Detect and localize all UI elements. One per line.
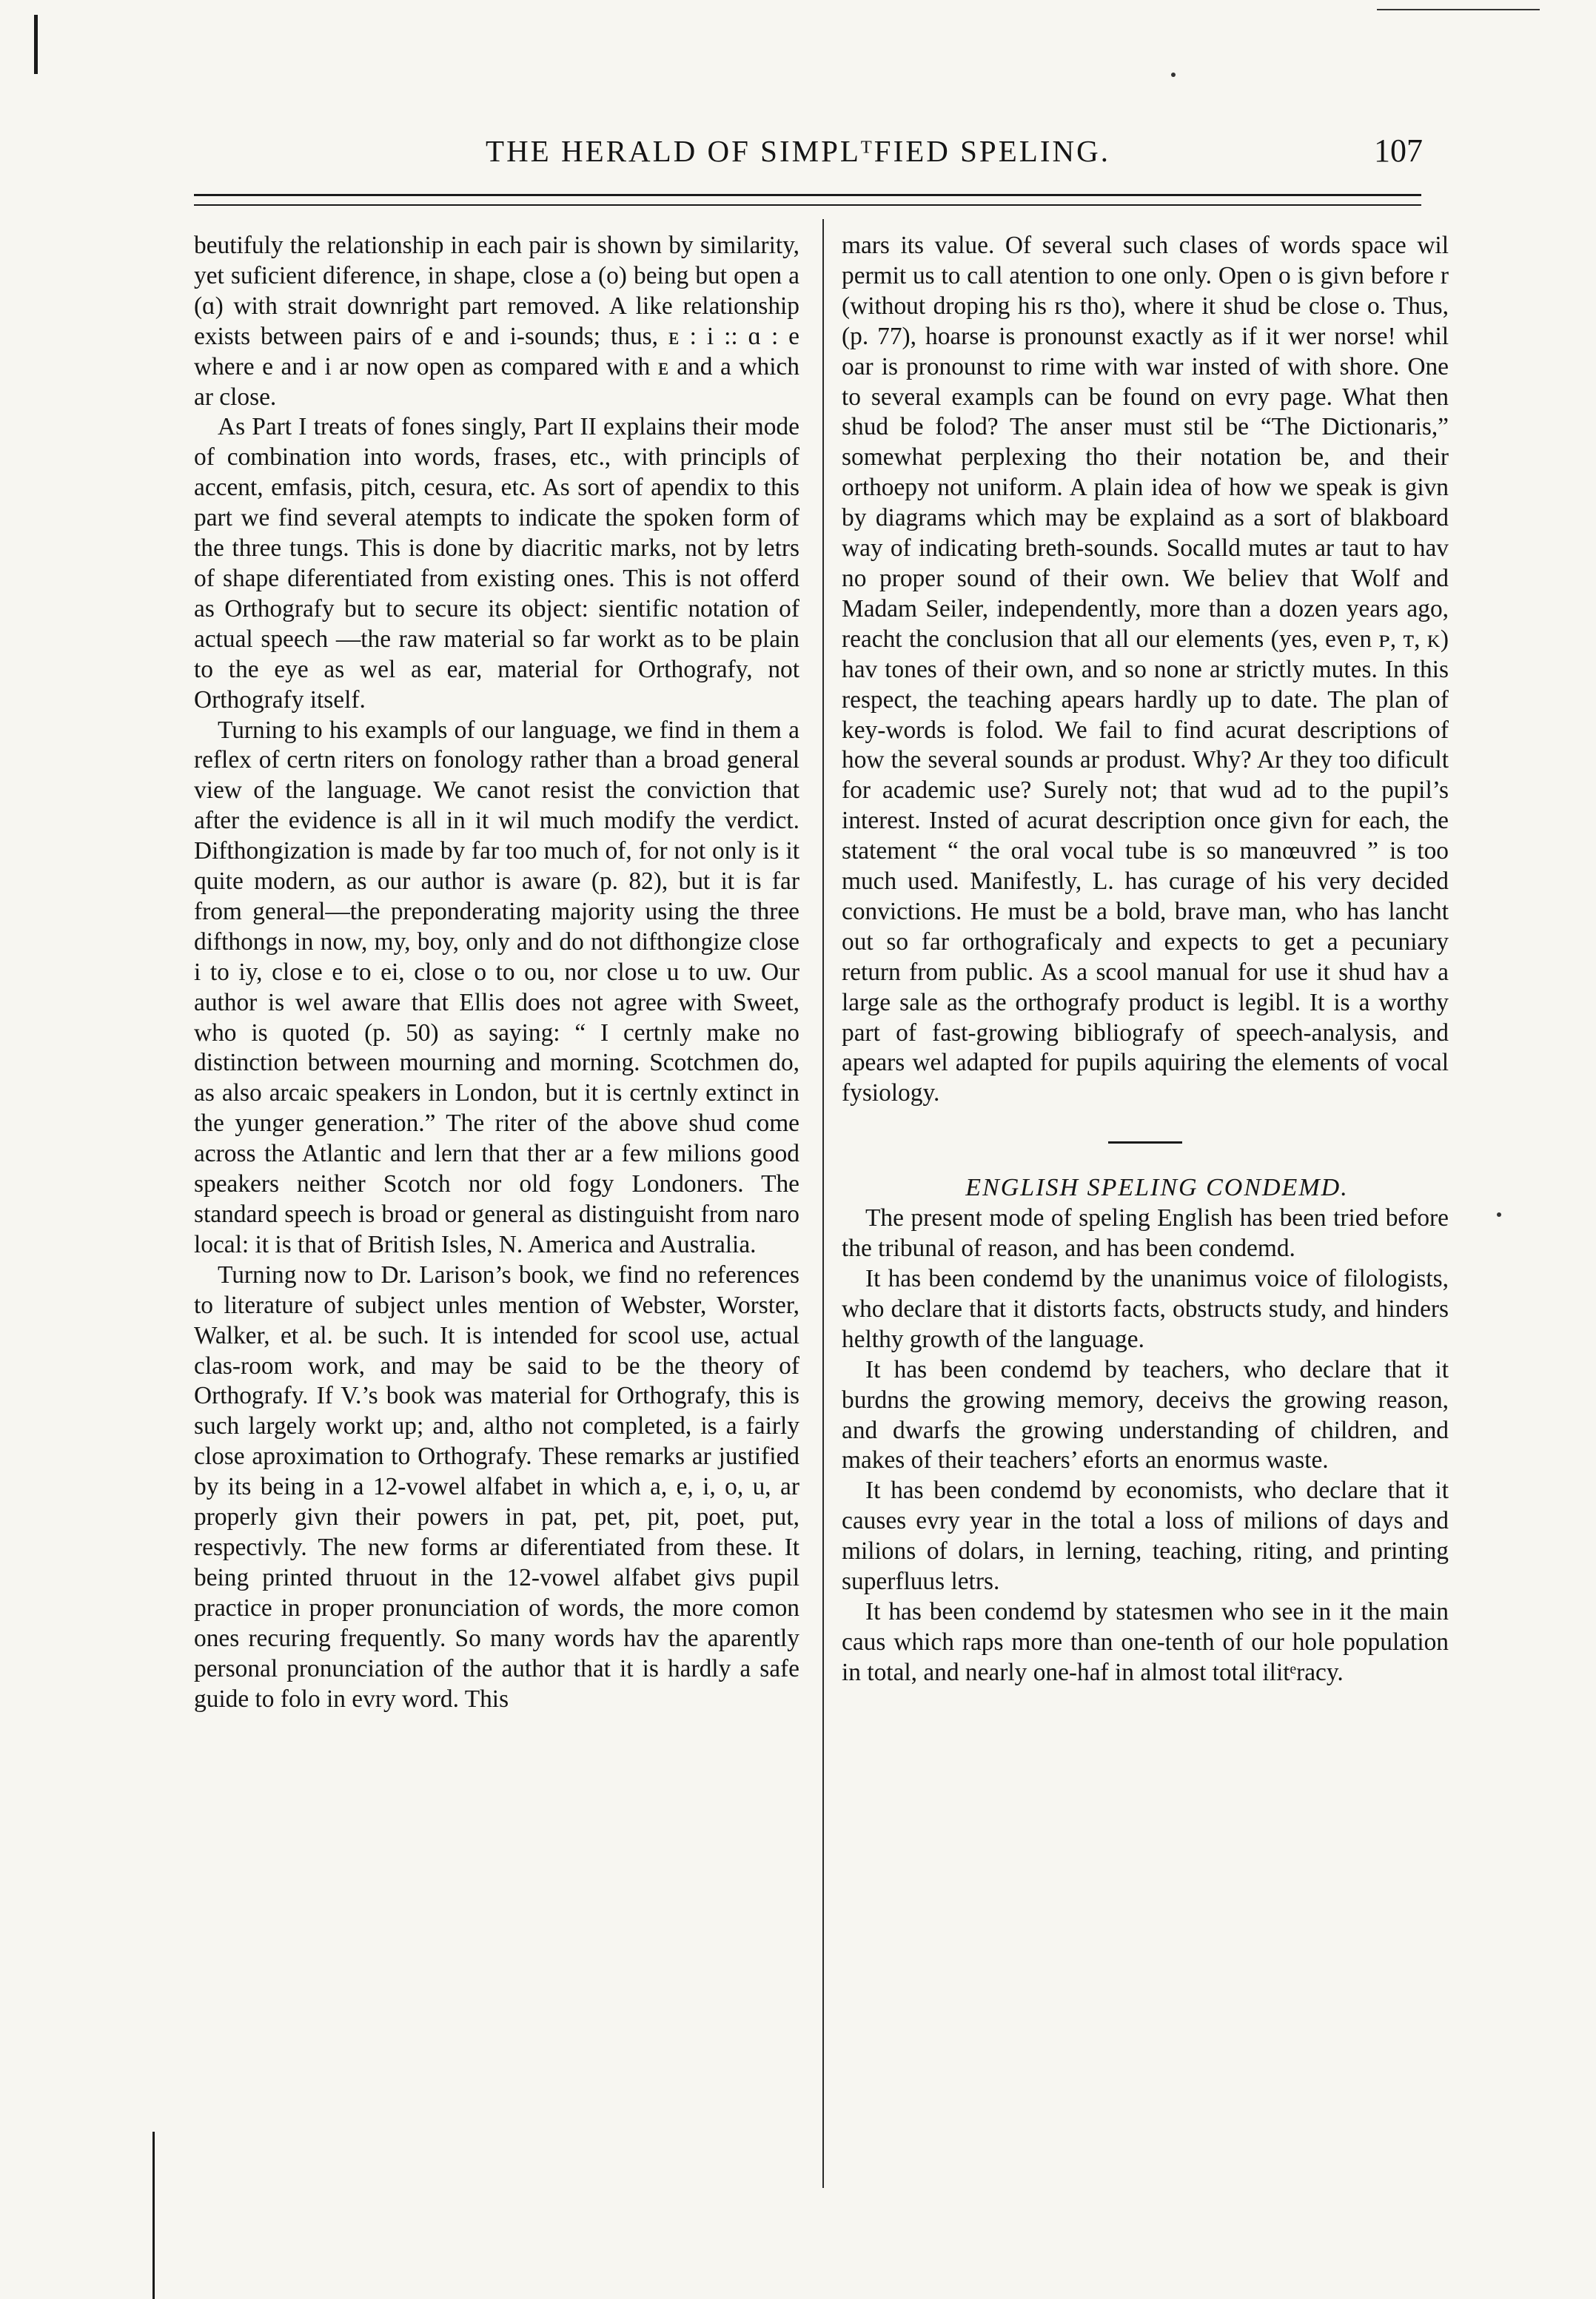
- header-rule: [194, 194, 1421, 196]
- section-heading: ENGLISH SPELING CONDEMD.: [965, 1174, 1349, 1202]
- paragraph: It has been condemd by statesmen who see in it the main caus which raps more than one-tenth of our hole population in total, and nearly one-haf in almost total ilitᵉracy.: [842, 1597, 1449, 1686]
- running-header-title: THE HERALD OF SIMPLᵀFIED SPELING.: [486, 134, 1110, 168]
- column-divider: [822, 219, 824, 2188]
- paragraph: As Part I treats of fones singly, Part II explains their mode of combination into words, frases, etc., with principls of accent, emfasis, pitch, cesura, etc. As sort of apendix to this part we find several atempts to indicate the spoken form of the three tungs. This is done by diacritic marks, not by letrs of shape diferentiated from existing ones. This is not offerd as Orthografy but to secure its object: sientific notation of actual speech —the raw material so far workt as to be plain to the eye as wel as ear, material for Orthografy, not Orthografy itself.: [194, 413, 799, 714]
- right-column: [842, 231, 1449, 1688]
- top-edge-rule: [1377, 9, 1540, 10]
- section-divider: [1108, 1141, 1182, 1144]
- binding-mark: [34, 15, 38, 74]
- header-rule: [194, 204, 1421, 206]
- paragraph: Turning to his exampls of our language, we find in them a reflex of certn riters on fonology rather than a broad general view of the language. We canot resist the conviction that after the evidence is all in it wil much modify the verdict. Difthongization is made by far too much of, for not only is it quite modern, as our author is aware (p. 82), but it is far from general—the preponderating majority using the three difthongs in now, my, boy, only and do not difthongize close i to iy, close e to ei, close o to ou, nor close u to uw. Our author is wel aware that Ellis does not agree with Sweet, who is quoted (p. 50) as saying: “ I certnly make no distinction between mourning and morning. Scotchmen do, as also arcaic speakers in London, but it is certnly extinct in the yunger generation.” The riter of the above shud come across the Atlantic and lern that ther ar a few milions good speakers neither Scotch nor old fogy Londoners. The standard speech is broad or general as distinguisht from naro local: it is that of British Isles, N. America and Australia.: [194, 716, 799, 1258]
- binding-mark: [152, 2132, 155, 2299]
- paragraph: The present mode of speling English has been tried before the tribunal of reason, and has been condemd.: [842, 1204, 1449, 1263]
- paragraph: It has been condemd by the unanimus voice of filologists, who declare that it distorts facts, obstructs study, and hinders helthy growth of the language.: [842, 1265, 1449, 1353]
- paragraph: It has been condemd by teachers, who declare that it burdns the growing memory, deceivs the growing reason, and dwarfs the growing understanding of children, and makes of their teachers’ eforts an enormus waste.: [842, 1355, 1449, 1474]
- paragraph: Turning now to Dr. Larison’s book, we find no references to literature of subject unles mention of Webster, Worster, Walker, et al. be such. It is intended for scool use, actual clas-room work, and may be said to be the theory of Orthografy. If V.’s book was material for Orthografy, this is such largely workt up; and, altho not completed, is a fairly close aproximation to Orthografy. These remarks ar justified by its being in a 12-vowel alfabet in which a, e, i, o, u, ar properly givn their powers in pat, pet, pit, poet, put, respectivly. The new forms ar diferentiated from these. It being printed thruout in the 12-vowel alfabet givs pupil practice in proper pronunciation of words, the more comon ones recuring frequently. So many words hav the aparently personal pronunciation of the author that it is hardly a safe guide to folo in evry word. This: [194, 1261, 799, 1713]
- paragraph: mars its value. Of several such clases of words space wil permit us to call atention to one only. Open o is givn before r (without droping his rs tho), where it shud be close o. Thus, (p. 77), hoarse is pronounst exactly as if it wer norse! whil oar is pronounst to rime with war insted of with shore. One to several exampls can be found on evry page. What then shud be folod? The anser must stil be “The Dictionaris,” somewhat perplexing tho their notation be, and their orthoepy not uniform. A plain idea of how we speak is givn by diagrams which may be explaind as a sort of blakboard way of indicating breth-sounds. Socalld mutes ar taut to hav no proper sound of their own. We believ that Wolf and Madam Seiler, independently, more than a dozen years ago, reacht the conclusion that all our elements (yes, even ᴘ, ᴛ, ᴋ) hav tones of their own, and so none ar strictly mutes. In this respect, the teaching apears hardly up to date. The plan of key-words is folod. We fail to find acurat descriptions of how the several sounds ar produst. Why? Ar they too dificult for academic use? Surely not; that wud ad to the pupil’s interest. Insted of acurat description once givn for each, the statement “ the oral vocal tube is so manœuvred ” is too much used. Manifestly, L. has curage of his very decided convictions. He must be a bold, brave man, who has lancht out so far orthograficaly and expects to get a pecuniary return from public. As a scool manual for use it shud hav a large sale as the orthografy product is legibl. It is a worthy part of fast-growing bibliografy of speech-analysis, and apears wel adapted for pupils aquiring the elements of vocal fysiology.: [842, 232, 1449, 1107]
- paragraph: It has been condemd by economists, who declare that it causes evry year in the total a loss of milions of days and milions of dolars, in lerning, teaching, riting, and printing superfluus letrs.: [842, 1477, 1449, 1596]
- paragraph: beutifuly the relationship in each pair is shown by similarity, yet suficient diference, in shape, close a (o) being but open a (ɑ) with strait downright part removed. A like relationship exists between pairs of e and i-sounds; thus, ᴇ : i :: ɑ : e where e and i ar now open as compared with ᴇ and a which ar close.: [194, 232, 799, 411]
- page-number: 107: [1374, 132, 1423, 169]
- left-column: [194, 231, 799, 1714]
- speck: [1497, 1212, 1501, 1217]
- speck: [1171, 73, 1176, 77]
